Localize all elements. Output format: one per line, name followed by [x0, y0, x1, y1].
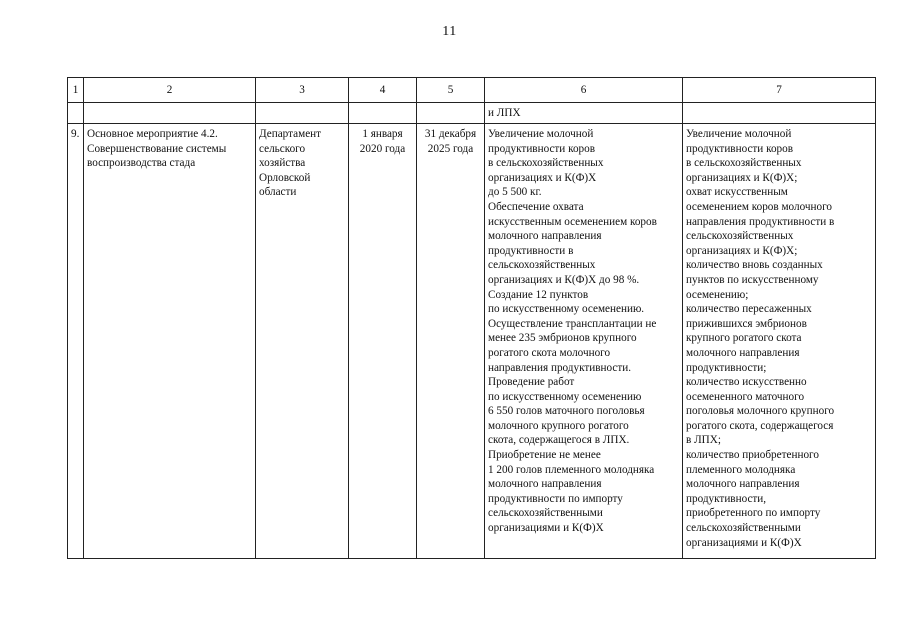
responsible-executor: Департамент сельского хозяйства Орловской области: [256, 124, 349, 559]
column-number-row: [68, 78, 876, 103]
column-header-2: 2: [84, 78, 256, 103]
empty-cell: [256, 103, 349, 124]
measures-table: [67, 77, 876, 559]
column-header-4: 4: [349, 78, 417, 103]
column-header-3: 3: [256, 78, 349, 103]
empty-cell: [84, 103, 256, 124]
empty-cell: [68, 103, 84, 124]
page-number: 11: [442, 24, 457, 39]
empty-cell: [417, 103, 485, 124]
expected-result: Увеличение молочной продуктивности коров в сельскохозяйственных организациях и К(Ф)Х до 5 500 кг. Обеспечение охвата искусственным осеменением коров молочного направления продуктивности в сельскохозяйственных организациях и К(Ф)Х до 98 %. Создание 12 пунктов по искусственному осеменению. Осуществление трансплантации не менее 235 эмбрионов крупного рогатого скота молочного направления продуктивности. Проведение работ по искусственному осеменению 6 550 голов маточного поголовья молочного крупного рогатого скота, содержащегося в ЛПХ. Приобретение не менее 1 200 голов племенного молодняка молочного направления продуктивности по импорту сельскохозяйственными организациями и К(Ф)Х: [485, 124, 683, 559]
target-indicators: Увеличение молочной продуктивности коров в сельскохозяйственных организациях и К(Ф)Х; охват искусственным осеменением коров молочного направления продуктивности в сельскохозяйственных организациях и К(Ф)Х; количество вновь созданных пунктов по искусственному осеменению; количество пересаженных прижившихся эмбрионов крупного рогатого скота молочного направления продуктивности; количество искусственно осемененного маточного поголовья молочного крупного рогатого скота, содержащегося в ЛПХ; количество приобретенного племенного молодняка молочного направления продуктивности, приобретенного по импорту сельскохозяйственными организациями и К(Ф)Х: [683, 124, 876, 559]
empty-cell: [349, 103, 417, 124]
column-header-7: 7: [683, 78, 876, 103]
end-date: 31 декабря 2025 года: [417, 124, 485, 559]
row-number: 9.: [68, 124, 84, 559]
start-date: 1 января 2020 года: [349, 124, 417, 559]
column-header-1: 1: [68, 78, 84, 103]
event-name: Основное мероприятие 4.2. Совершенствование системы воспроизводства стада: [84, 124, 256, 559]
column-header-5: 5: [417, 78, 485, 103]
empty-cell: [683, 103, 876, 124]
continuation-text: и ЛПХ: [485, 103, 683, 124]
continuation-row: [68, 103, 876, 124]
table-row: [68, 124, 876, 559]
column-header-6: 6: [485, 78, 683, 103]
